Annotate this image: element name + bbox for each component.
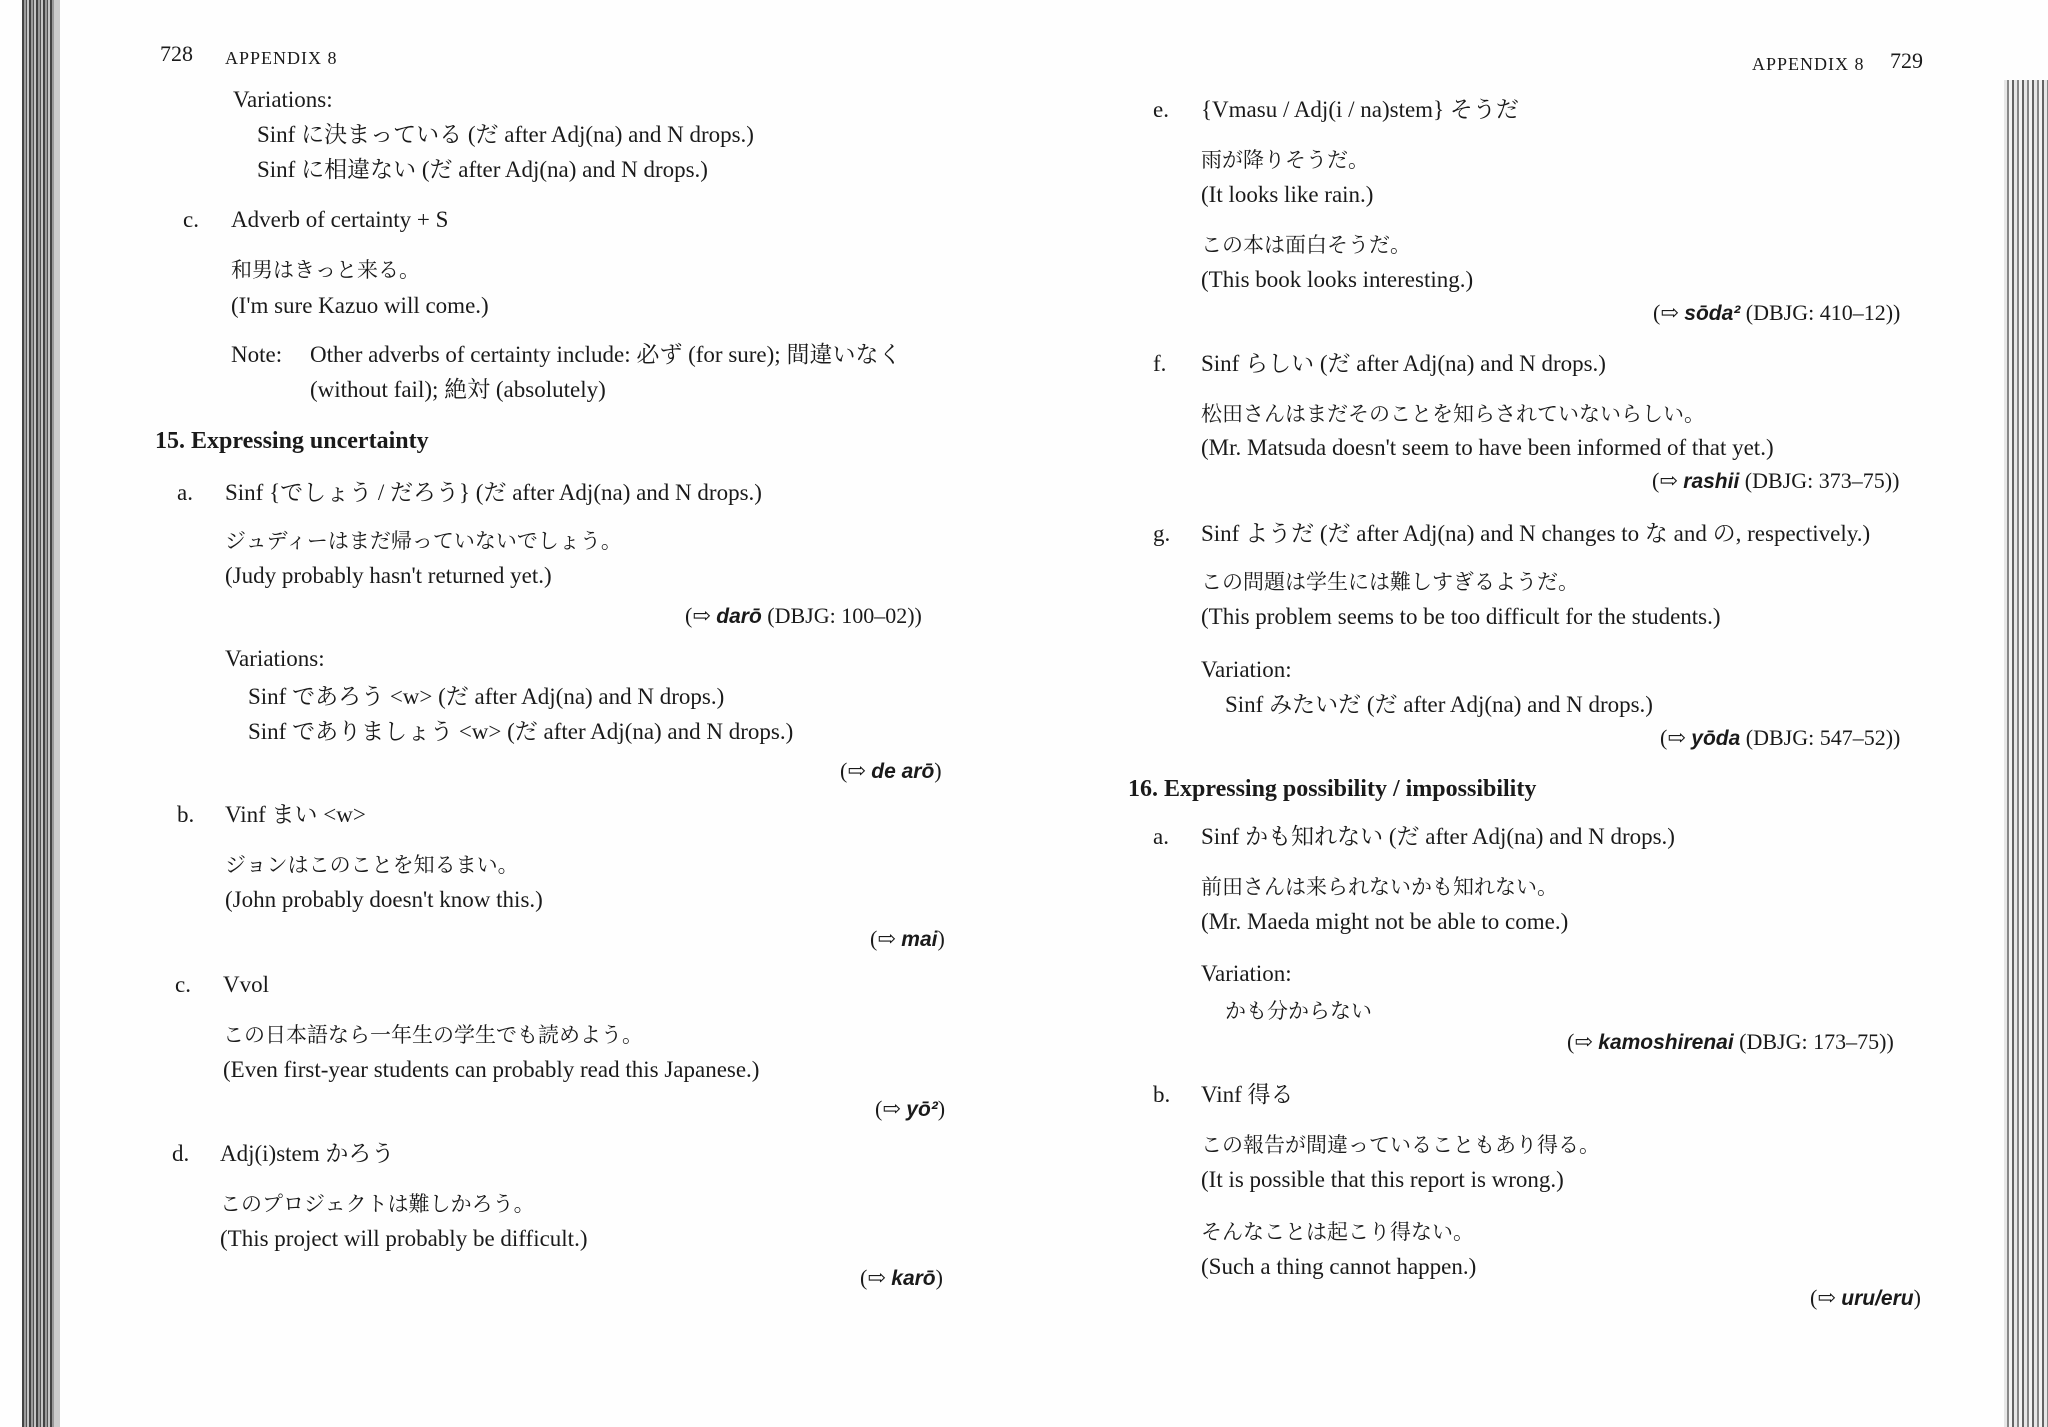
item-label: c.: [183, 207, 199, 232]
item-title: Vinf 得る: [1201, 1082, 1294, 1107]
example-japanese: この報告が間違っていることもあり得る。: [1201, 1133, 1600, 1157]
example-translation: (Mr. Matsuda doesn't seem to have been informed of that yet.): [1201, 435, 1774, 460]
item-label: e.: [1153, 97, 1169, 122]
variation-line: Sinf みたいだ (だ after Adj(na) and N drops.): [1225, 692, 1653, 717]
note-text: (without fail); 絶対 (absolutely): [310, 377, 606, 402]
example-japanese: 松田さんはまだそのことを知らされていないらしい。: [1201, 402, 1705, 426]
variation-label: Variation:: [1201, 657, 1292, 682]
running-head: APPENDIX 8: [1752, 54, 1865, 74]
item-title: {Vmasu / Adj(i / na)stem} そうだ: [1201, 97, 1519, 122]
cross-reference: (⇨ darō (DBJG: 100–02)): [685, 603, 922, 628]
example-translation: (Judy probably hasn't returned yet.): [225, 563, 552, 588]
variation-line: Sinf でありましょう <w> (だ after Adj(na) and N drops.): [248, 719, 794, 744]
item-label: b.: [177, 802, 195, 827]
example-japanese: ジュディーはまだ帰っていないでしょう。: [225, 529, 622, 553]
item-title: Vinf まい <w>: [225, 802, 366, 827]
example-japanese: 前田さんは来られないかも知れない。: [1201, 875, 1558, 899]
variations-label: Variations:: [233, 87, 333, 112]
item-title: Adverb of certainty + S: [231, 207, 449, 232]
example-translation: (Even first-year students can probably read this Japanese.): [223, 1057, 760, 1082]
example-translation: (Mr. Maeda might not be able to come.): [1201, 909, 1569, 934]
example-translation: (This project will probably be difficult.): [220, 1226, 588, 1251]
item-title: Sinf かも知れない (だ after Adj(na) and N drops.): [1201, 824, 1675, 849]
item-title: Sinf らしい (だ after Adj(na) and N drops.): [1201, 351, 1606, 376]
example-translation: (It looks like rain.): [1201, 182, 1374, 207]
item-label: c.: [175, 972, 191, 997]
example-translation: (Such a thing cannot happen.): [1201, 1254, 1477, 1279]
cross-reference: (⇨ mai): [870, 926, 945, 951]
example-translation: (John probably doesn't know this.): [225, 887, 543, 912]
binding-edge-left-shadow: [54, 0, 60, 1427]
item-label: b.: [1153, 1082, 1171, 1107]
example-japanese: ジョンはこのことを知るまい。: [225, 853, 519, 877]
running-head: APPENDIX 8: [225, 48, 338, 68]
item-title: Adj(i)stem かろう: [220, 1141, 395, 1166]
page-number: 729: [1890, 48, 1923, 73]
item-label: g.: [1153, 521, 1171, 546]
variation-line: かも分からない: [1225, 999, 1372, 1023]
item-label: a.: [1153, 824, 1169, 849]
note-label: Note:: [231, 342, 283, 367]
variation-line: Sinf に相違ない (だ after Adj(na) and N drops.): [257, 157, 708, 182]
variations-label: Variations:: [225, 646, 325, 671]
variation-line: Sinf であろう <w> (だ after Adj(na) and N drops.): [248, 684, 725, 709]
item-label: a.: [177, 480, 193, 505]
binding-edge-left: [22, 0, 54, 1427]
variation-line: Sinf に決まっている (だ after Adj(na) and N drops.): [257, 122, 754, 147]
example-translation: (I'm sure Kazuo will come.): [231, 293, 489, 318]
cross-reference: (⇨ kamoshirenai (DBJG: 173–75)): [1567, 1029, 1894, 1054]
cross-reference: (⇨ yō²): [875, 1096, 946, 1121]
example-translation: (This book looks interesting.): [1201, 267, 1474, 292]
cross-reference: (⇨ yōda (DBJG: 547–52)): [1660, 725, 1901, 750]
section-heading: 16. Expressing possibility / impossibility: [1128, 776, 1537, 802]
example-japanese: この問題は学生には難しすぎるようだ。: [1201, 570, 1579, 594]
item-title: Sinf {でしょう / だろう} (だ after Adj(na) and N drops.): [225, 480, 762, 505]
page-edge-right: [2004, 80, 2048, 1427]
example-japanese: この日本語なら一年生の学生でも読めよう。: [223, 1023, 643, 1047]
cross-reference: (⇨ rashii (DBJG: 373–75)): [1652, 468, 1900, 493]
item-label: f.: [1153, 351, 1167, 376]
item-title: Vvol: [223, 972, 269, 997]
right-page: [1105, 0, 1940, 1427]
left-page: [145, 0, 970, 1427]
cross-reference: (⇨ de arō): [840, 758, 942, 783]
example-japanese: そんなことは起こり得ない。: [1201, 1220, 1474, 1244]
page-number: 728: [160, 41, 193, 66]
example-japanese: 雨が降りそうだ。: [1201, 148, 1369, 172]
variation-label: Variation:: [1201, 961, 1292, 986]
item-label: d.: [172, 1141, 190, 1166]
cross-reference: (⇨ sōda² (DBJG: 410–12)): [1653, 300, 1901, 325]
example-translation: (It is possible that this report is wrong.): [1201, 1167, 1564, 1192]
item-title: Sinf ようだ (だ after Adj(na) and N changes to な and の, respectively.): [1201, 521, 1871, 546]
cross-reference: (⇨ uru/eru): [1810, 1285, 1921, 1310]
example-japanese: この本は面白そうだ。: [1201, 233, 1411, 257]
example-japanese: 和男はきっと来る。: [231, 258, 420, 282]
section-heading: 15. Expressing uncertainty: [155, 428, 429, 454]
example-translation: (This problem seems to be too difficult for the students.): [1201, 604, 1721, 629]
cross-reference: (⇨ karō): [860, 1265, 943, 1290]
note-text: Other adverbs of certainty include: 必ず (for sure); 間違いなく: [310, 342, 902, 367]
example-japanese: このプロジェクトは難しかろう。: [220, 1192, 535, 1216]
